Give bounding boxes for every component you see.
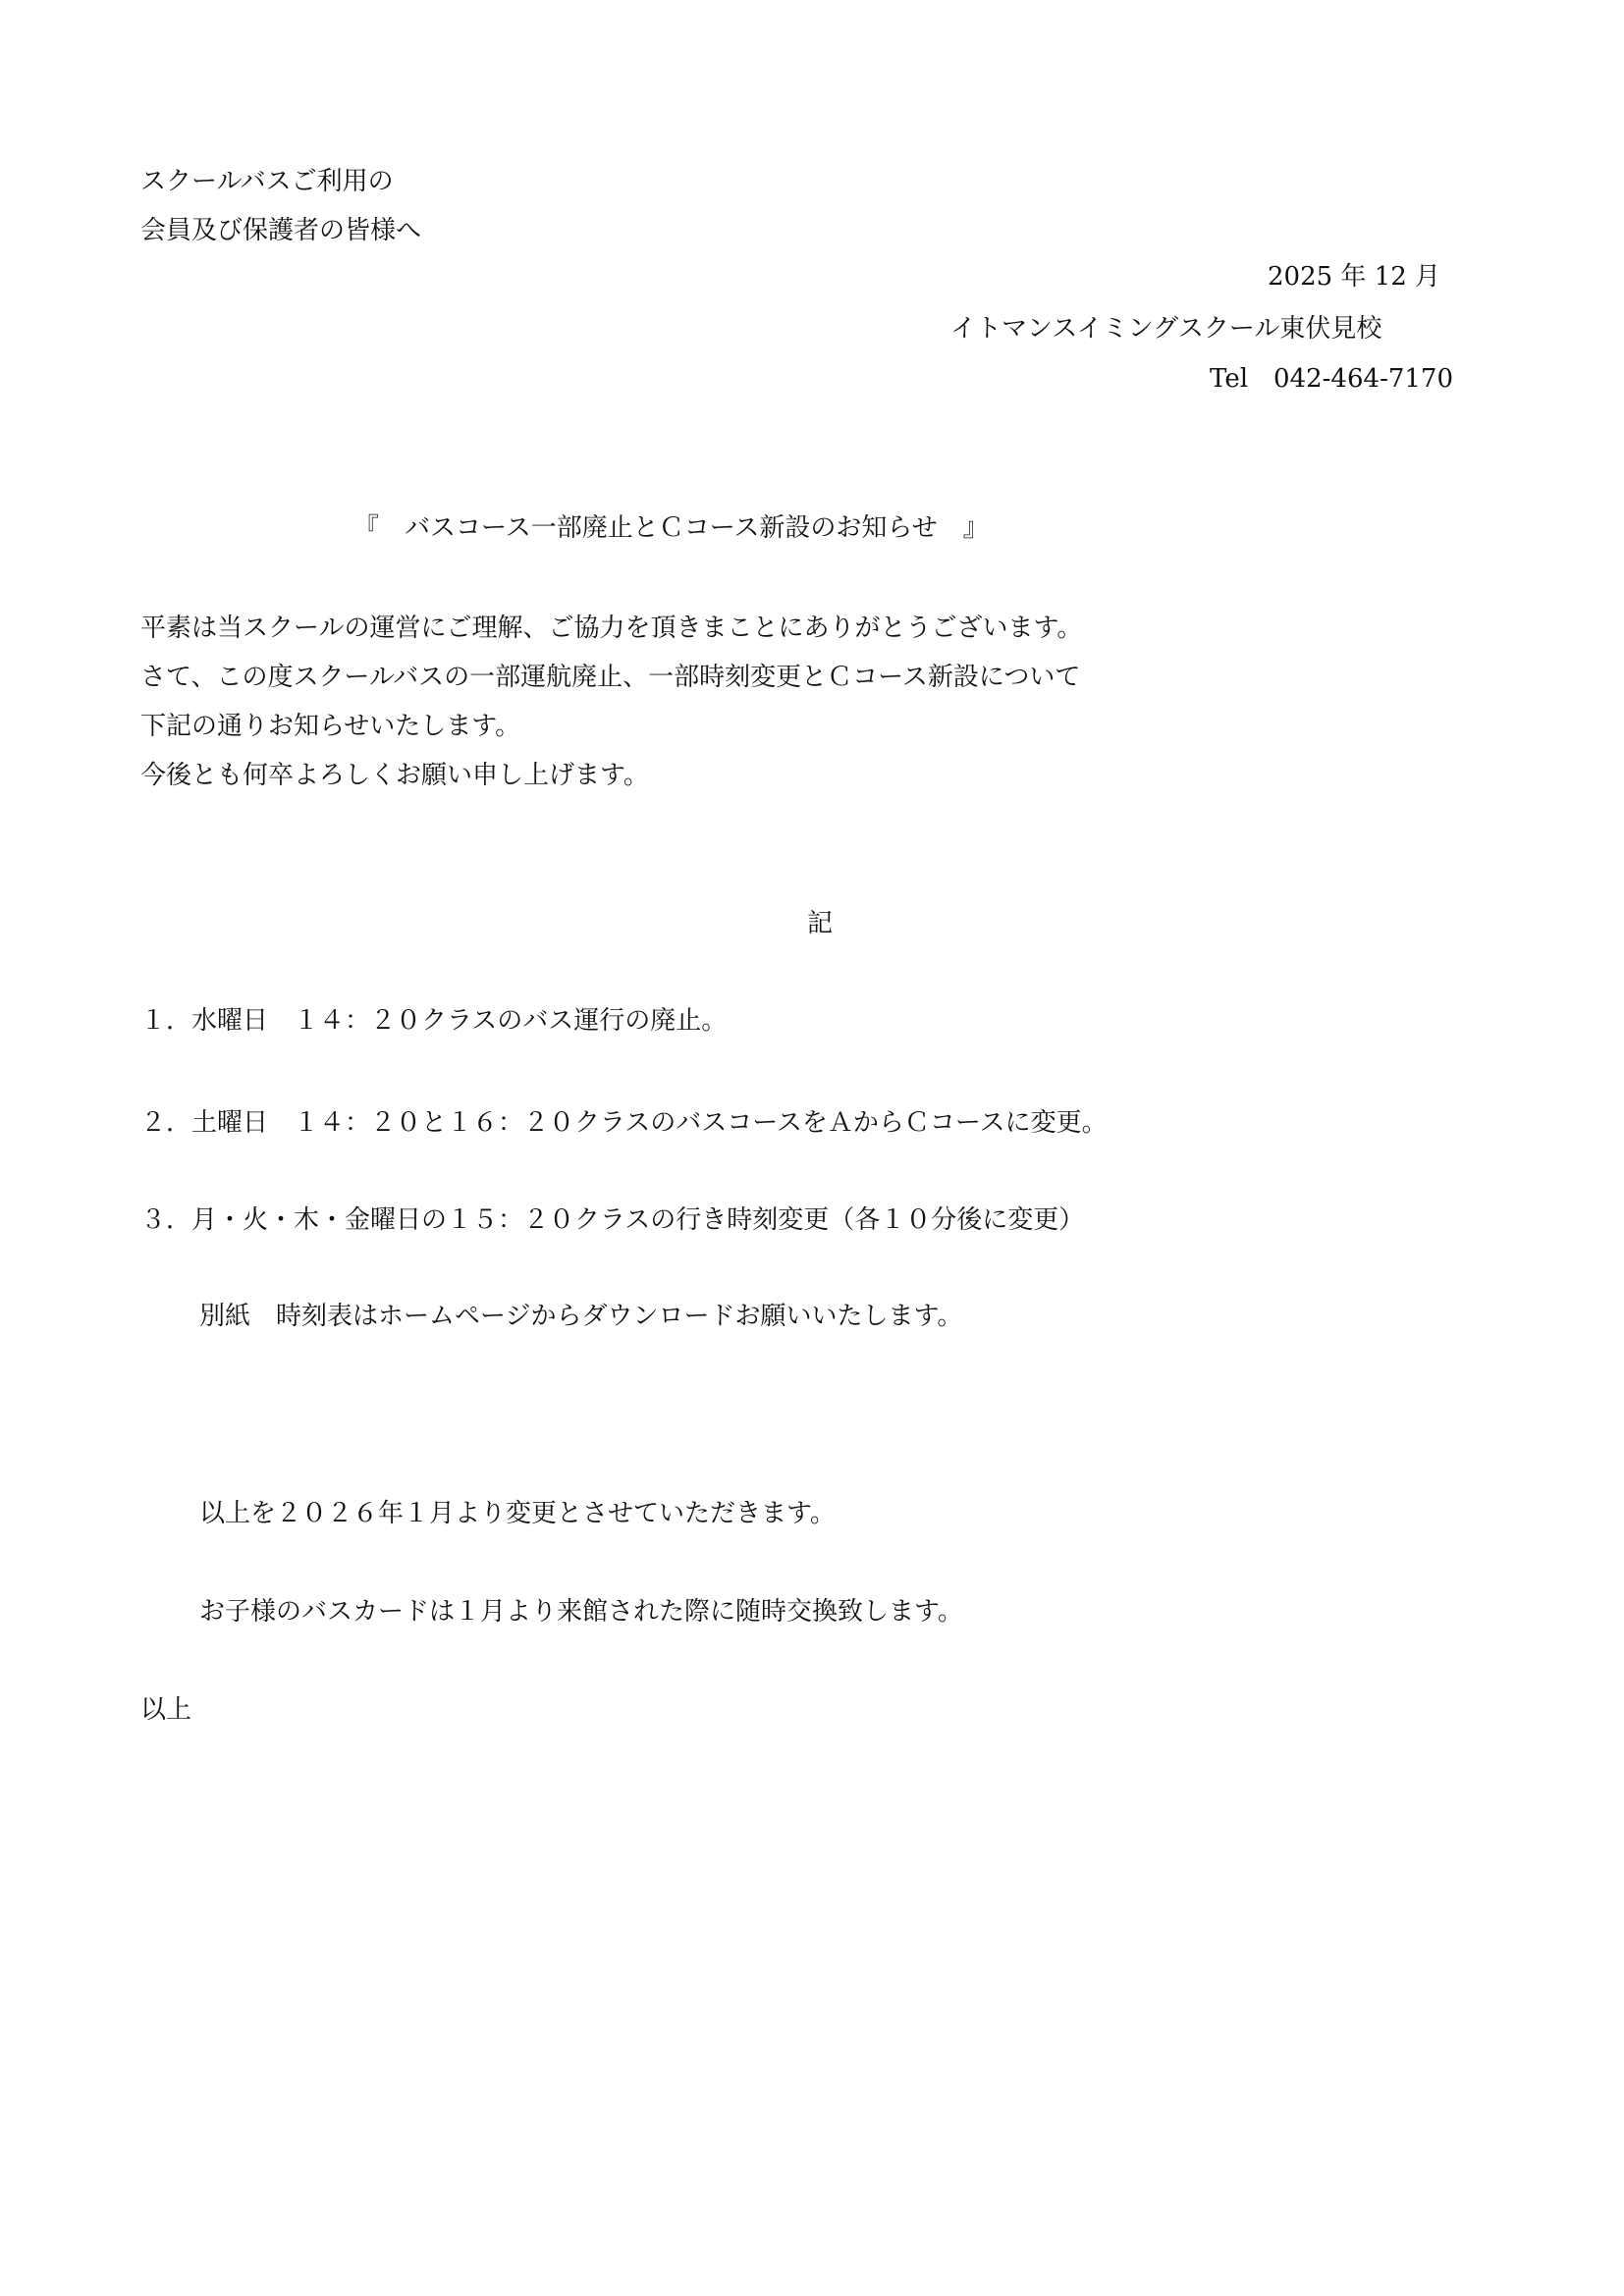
item-2: ２．土曜日 １４：２０と１６：２０クラスのバスコースをＡからＣコースに変更。 xyxy=(140,1108,1108,1138)
addressee-line-2: 会員及び保護者の皆様へ xyxy=(140,216,422,245)
body-line-1: 平素は当スクールの運営にご理解、ご協力を頂きまことにありがとうございます。 xyxy=(140,614,1083,643)
body-line-4: 今後とも何卒よろしくお願い申し上げます。 xyxy=(140,761,649,790)
ki-heading: 記 xyxy=(807,909,834,938)
issue-date: 2025 年 12 月 xyxy=(1268,262,1441,292)
attachment-note: 別紙 時刻表はホームページからダウンロードお願いいたします。 xyxy=(199,1302,963,1331)
item-3: ３．月・火・木・金曜日の１５：２０クラスの行き時刻変更（各１０分後に変更） xyxy=(140,1205,1085,1235)
addressee-line-1: スクールバスご利用の xyxy=(140,167,394,196)
effective-date-note: 以上を２０２６年１月より変更とさせていただきます。 xyxy=(199,1499,836,1528)
item-1: １．水曜日 １４：２０クラスのバス運行の廃止。 xyxy=(140,1006,728,1036)
body-line-3: 下記の通りお知らせいたします。 xyxy=(140,712,521,741)
closing-text: 以上 xyxy=(140,1695,192,1725)
body-line-2: さて、この度スクールバスの一部運航廃止、一部時刻変更とＣコース新設について xyxy=(140,663,1081,692)
bus-card-note: お子様のバスカードは１月より来館された際に随時交換致します。 xyxy=(199,1597,963,1627)
notice-title: 『 バスコース一部廃止とＣコース新設のお知らせ 』 xyxy=(353,513,989,543)
body-paragraph xyxy=(140,604,1082,800)
addressee-block xyxy=(140,157,421,255)
school-phone: Tel 042-464-7170 xyxy=(1210,364,1454,394)
school-name: イトマンスイミングスクール東伏見校 xyxy=(950,314,1382,344)
